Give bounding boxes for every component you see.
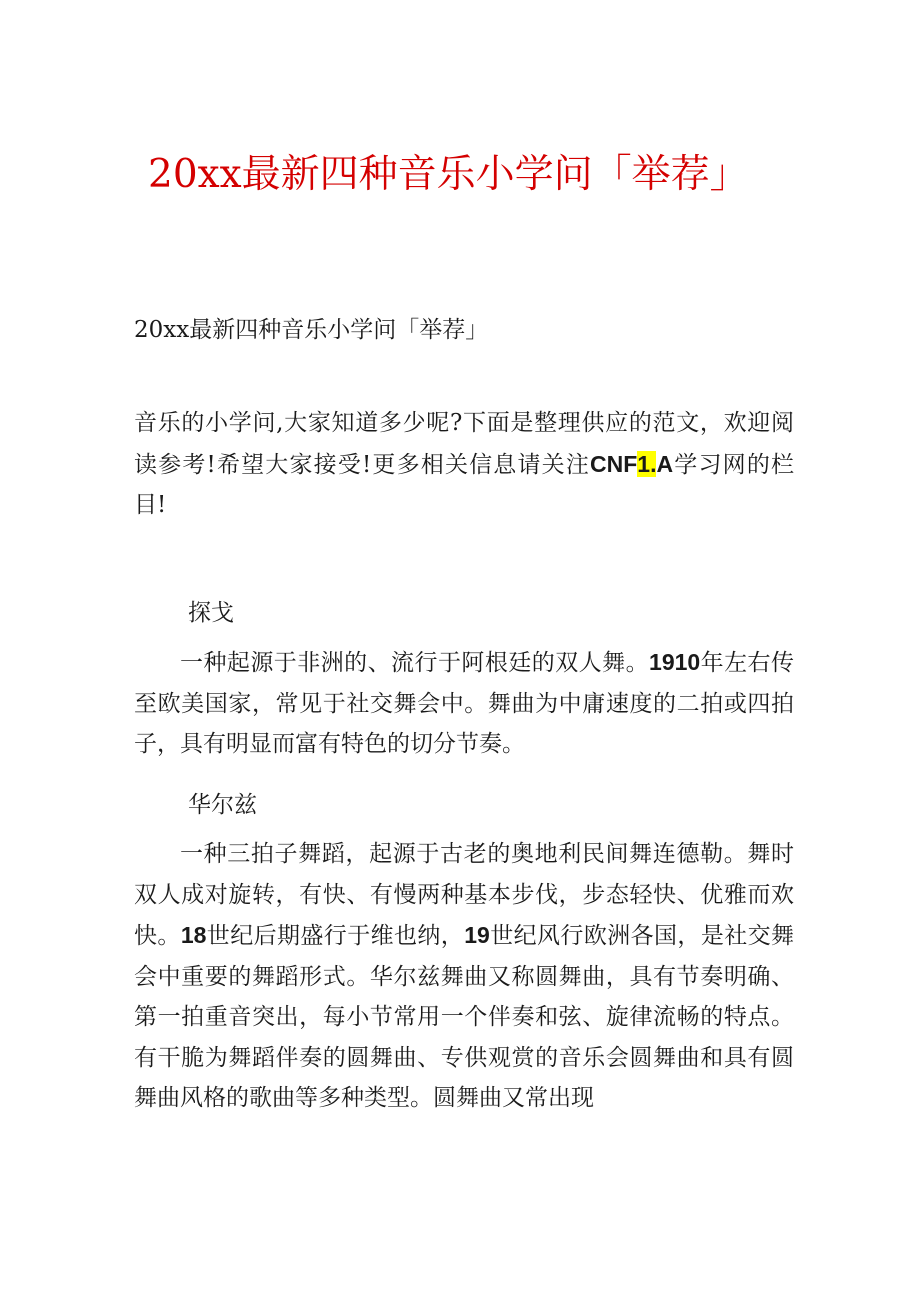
- intro-paragraph: [134, 403, 794, 526]
- paragraph-text: 一种三拍子舞蹈，起源于古老的奥地利民间舞连德勒。舞时双人成对旋转，有快、有慢两种基本步伐，步态轻快、优雅而欢快。: [134, 841, 794, 949]
- section-heading-tango: 探戈: [188, 600, 234, 626]
- brand-name-suffix: A: [656, 450, 674, 477]
- highlighted-text: 1.: [637, 450, 657, 477]
- paragraph-text: 世纪风行欧洲各国，是社交舞会中重要的舞蹈形式。华尔兹舞曲又称圆舞曲，具有节奏明确、第一拍重音突出，每小节常用一个伴奏和弦、旋律流畅的特点。有干脆为舞蹈伴奏的圆舞曲、专供观赏的音乐会圆舞曲和具有圆舞曲风格的歌曲等多种类型。圆舞曲又常出现: [134, 923, 795, 1111]
- section-heading-waltz: 华尔兹: [188, 792, 257, 818]
- century-number: 19: [464, 922, 490, 948]
- paragraph-text: 年左右传至欧美国家，常见于社交舞会中。舞曲为中庸速度的二拍或四拍子，具有明显而富有特色的切分节奏。: [134, 650, 795, 757]
- paragraph-text: 一种起源于非洲的、流行于阿根廷的双人舞。: [180, 650, 650, 676]
- year-number: 1910: [649, 649, 701, 675]
- intro-text: 音乐的小学问,大家知道多少呢?下面是整理供应的范文，欢迎阅读参考!希望大家接受!更多相关信息请关注: [134, 410, 794, 478]
- paragraph-text: 世纪后期盛行于维也纳，: [206, 923, 465, 949]
- intro-text-end: 学习网的栏目!: [134, 451, 794, 518]
- century-number: 18: [180, 922, 207, 948]
- section-paragraph-tango: [134, 642, 794, 765]
- document-title: 20xx最新四种音乐小学问「举荐」: [148, 152, 749, 197]
- document-subtitle: 20xx最新四种音乐小学问「举荐」: [134, 317, 489, 343]
- section-paragraph-waltz: [134, 834, 794, 1119]
- brand-name-part: CNF: [590, 450, 638, 477]
